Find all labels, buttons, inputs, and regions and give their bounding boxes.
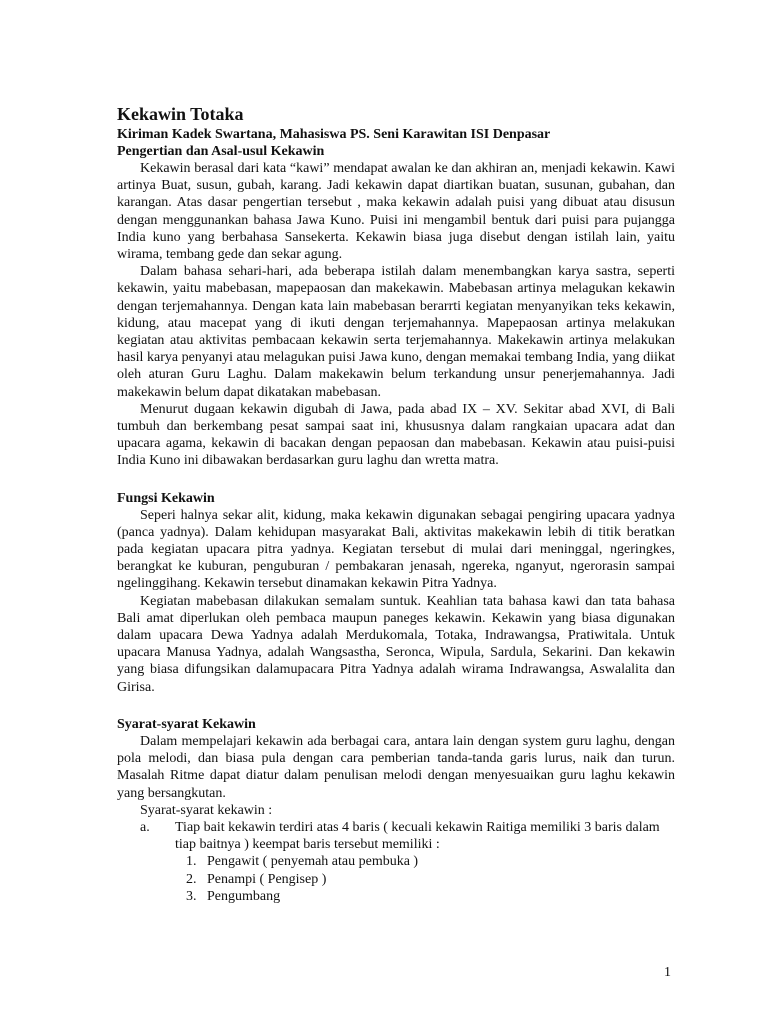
list-number: 2. <box>186 871 197 887</box>
list-marker-a: a. <box>140 819 150 835</box>
list-item-text: Pengumbang <box>207 888 281 904</box>
intro-paragraph-3: Menurut dugaan kekawin digubah di Jawa, pada abad IX – XV. Sekitar abad XVI, di Bali tumbuh dan berkembang pesat sampai saat ini, khususnya dalam rangkaian upacara adat dan upacara agama, kekawin di bacakan dengan pepaosan dan mabebasan. Kekawin atau puisi-puisi India Kuno ini dibawakan berdasarkan guru laghu dan wretta matra. <box>117 401 675 469</box>
intro-paragraph-1: Kekawin berasal dari kata “kawi” mendapat awalan ke dan akhiran an, menjadi kekawin. Kawi artinya Buat, susun, gubah, karang. Jadi kekawin dapat diartikan buatan, susunan, gubahan, dan karangan. Atas dasar pengertian tersebut , maka kekawin adalah puisi yang dibuat atau disusun dengan menggunankan bahasa Jawa Kuno. Puisi ini mengambil bentuk dari puisi para pujangga India kuno yang berbahasa Sansekerta. Kekawin biasa juga disebut dengan istilah lain, yaitu wirama, tembang gede dan sekar agung. <box>117 161 675 263</box>
list-item-a <box>117 819 675 853</box>
section-heading-pengertian: Pengertian dan Asal-usul Kekawin <box>117 144 325 159</box>
section-heading-syarat: Syarat-syarat Kekawin <box>117 716 256 732</box>
list-item-text: Penampi ( Pengisep ) <box>207 871 327 887</box>
document-title: Kekawin Totaka <box>117 104 244 124</box>
numbered-sublist <box>117 853 675 905</box>
list-item-a-text: Tiap bait kekawin terdiri atas 4 baris ( kecuali kekawin Raitiga memiliki 3 baris dalam tiap baitnya ) keempat baris tersebut memiliki : <box>175 819 660 853</box>
intro-paragraph-2: Dalam bahasa sehari-hari, ada beberapa istilah dalam menembangkan karya sastra, seperti kekawin, yaitu mabebasan, mapepaosan dan makekawin. Mabebasan artinya melagukan kekawin dengan terjemahannya. Dengan kata lain mabebasan berarrti kegiatan menyanyikan teks kekawin, kidung, atau macepat yang di ikuti dengan terjemahannya. Mapepaosan artinya melakukan kegiatan atau aktivitas pembacaan kekawin serta terjemahannya. Makekawin artinya melakukan hasil karya penyanyi atau melagukan puisi Jawa kuno, dengan memakai tembang India, yang diikat oleh aturan Guru Laghu. Dalam makekawin belum terkandung unsur penerjemahannya. Jadi makekawin belum dapat dikatakan mabebasan. <box>117 264 675 400</box>
syarat-paragraph: Dalam mempelajari kekawin ada berbagai cara, antara lain dengan system guru laghu, dengan pola melodi, dan biasa pula dengan cara pemberian tanda-tanda garis lurus, naik dan turun. Masalah Ritme dapat diatur dalam penulisan melodi dengan menyesuaikan guru laghu kekawin yang bersangkutan. <box>117 733 675 801</box>
syarat-list-intro: Syarat-syarat kekawin : <box>140 802 273 818</box>
author-byline: Kiriman Kadek Swartana, Mahasiswa PS. Seni Karawitan ISI Denpasar <box>117 127 551 142</box>
list-item-text: Pengawit ( penyemah atau pembuka ) <box>207 854 419 870</box>
page-number: 1 <box>664 965 671 980</box>
fungsi-paragraph-1: Seperi halnya sekar alit, kidung, maka kekawin digunakan sebagai pengiring upacara yadnya (panca yadnya). Dalam kehidupan masyarakat Bali, aktivitas makekawin lebih di titik beratkan pada kegiatan upacara pitra yadnya. Kegiatan tersebut di mulai dari meninggal, ngeringkes, berangkat ke kuburan, penguburan / pembakaran jenasah, ngereka, nganyut, ngerorasin sampai ngelinggihang. Kekawin tersebut dinamakan kekawin Pitra Yadnya. <box>117 507 675 592</box>
list-number: 1. <box>186 854 197 870</box>
fungsi-paragraph-2: Kegiatan mabebasan dilakukan semalam suntuk. Keahlian tata bahasa kawi dan tata bahasa Bali amat diperlukan oleh pembaca maupun paneges kekawin. Kekawin yang biasa digunakan dalam upacara Dewa Yadnya adalah Merdukomala, Totaka, Indrawangsa, Pratiwitala. Untuk upacara Manusa Yadnya, adalah Wangsastha, Seronca, Wipula, Sardula, Sekarini. Dan kekawin yang biasa difungsikan dalamupacara Pitra Yadnya adalah wirama Indrawangsa, Aswalalita dan Girisa. <box>117 593 675 695</box>
syarat-list <box>117 802 675 905</box>
list-item <box>186 888 675 905</box>
list-number: 3. <box>186 888 197 904</box>
list-item <box>186 853 675 870</box>
section-heading-fungsi: Fungsi Kekawin <box>117 490 215 506</box>
document-body <box>117 103 675 905</box>
list-item <box>186 871 675 888</box>
